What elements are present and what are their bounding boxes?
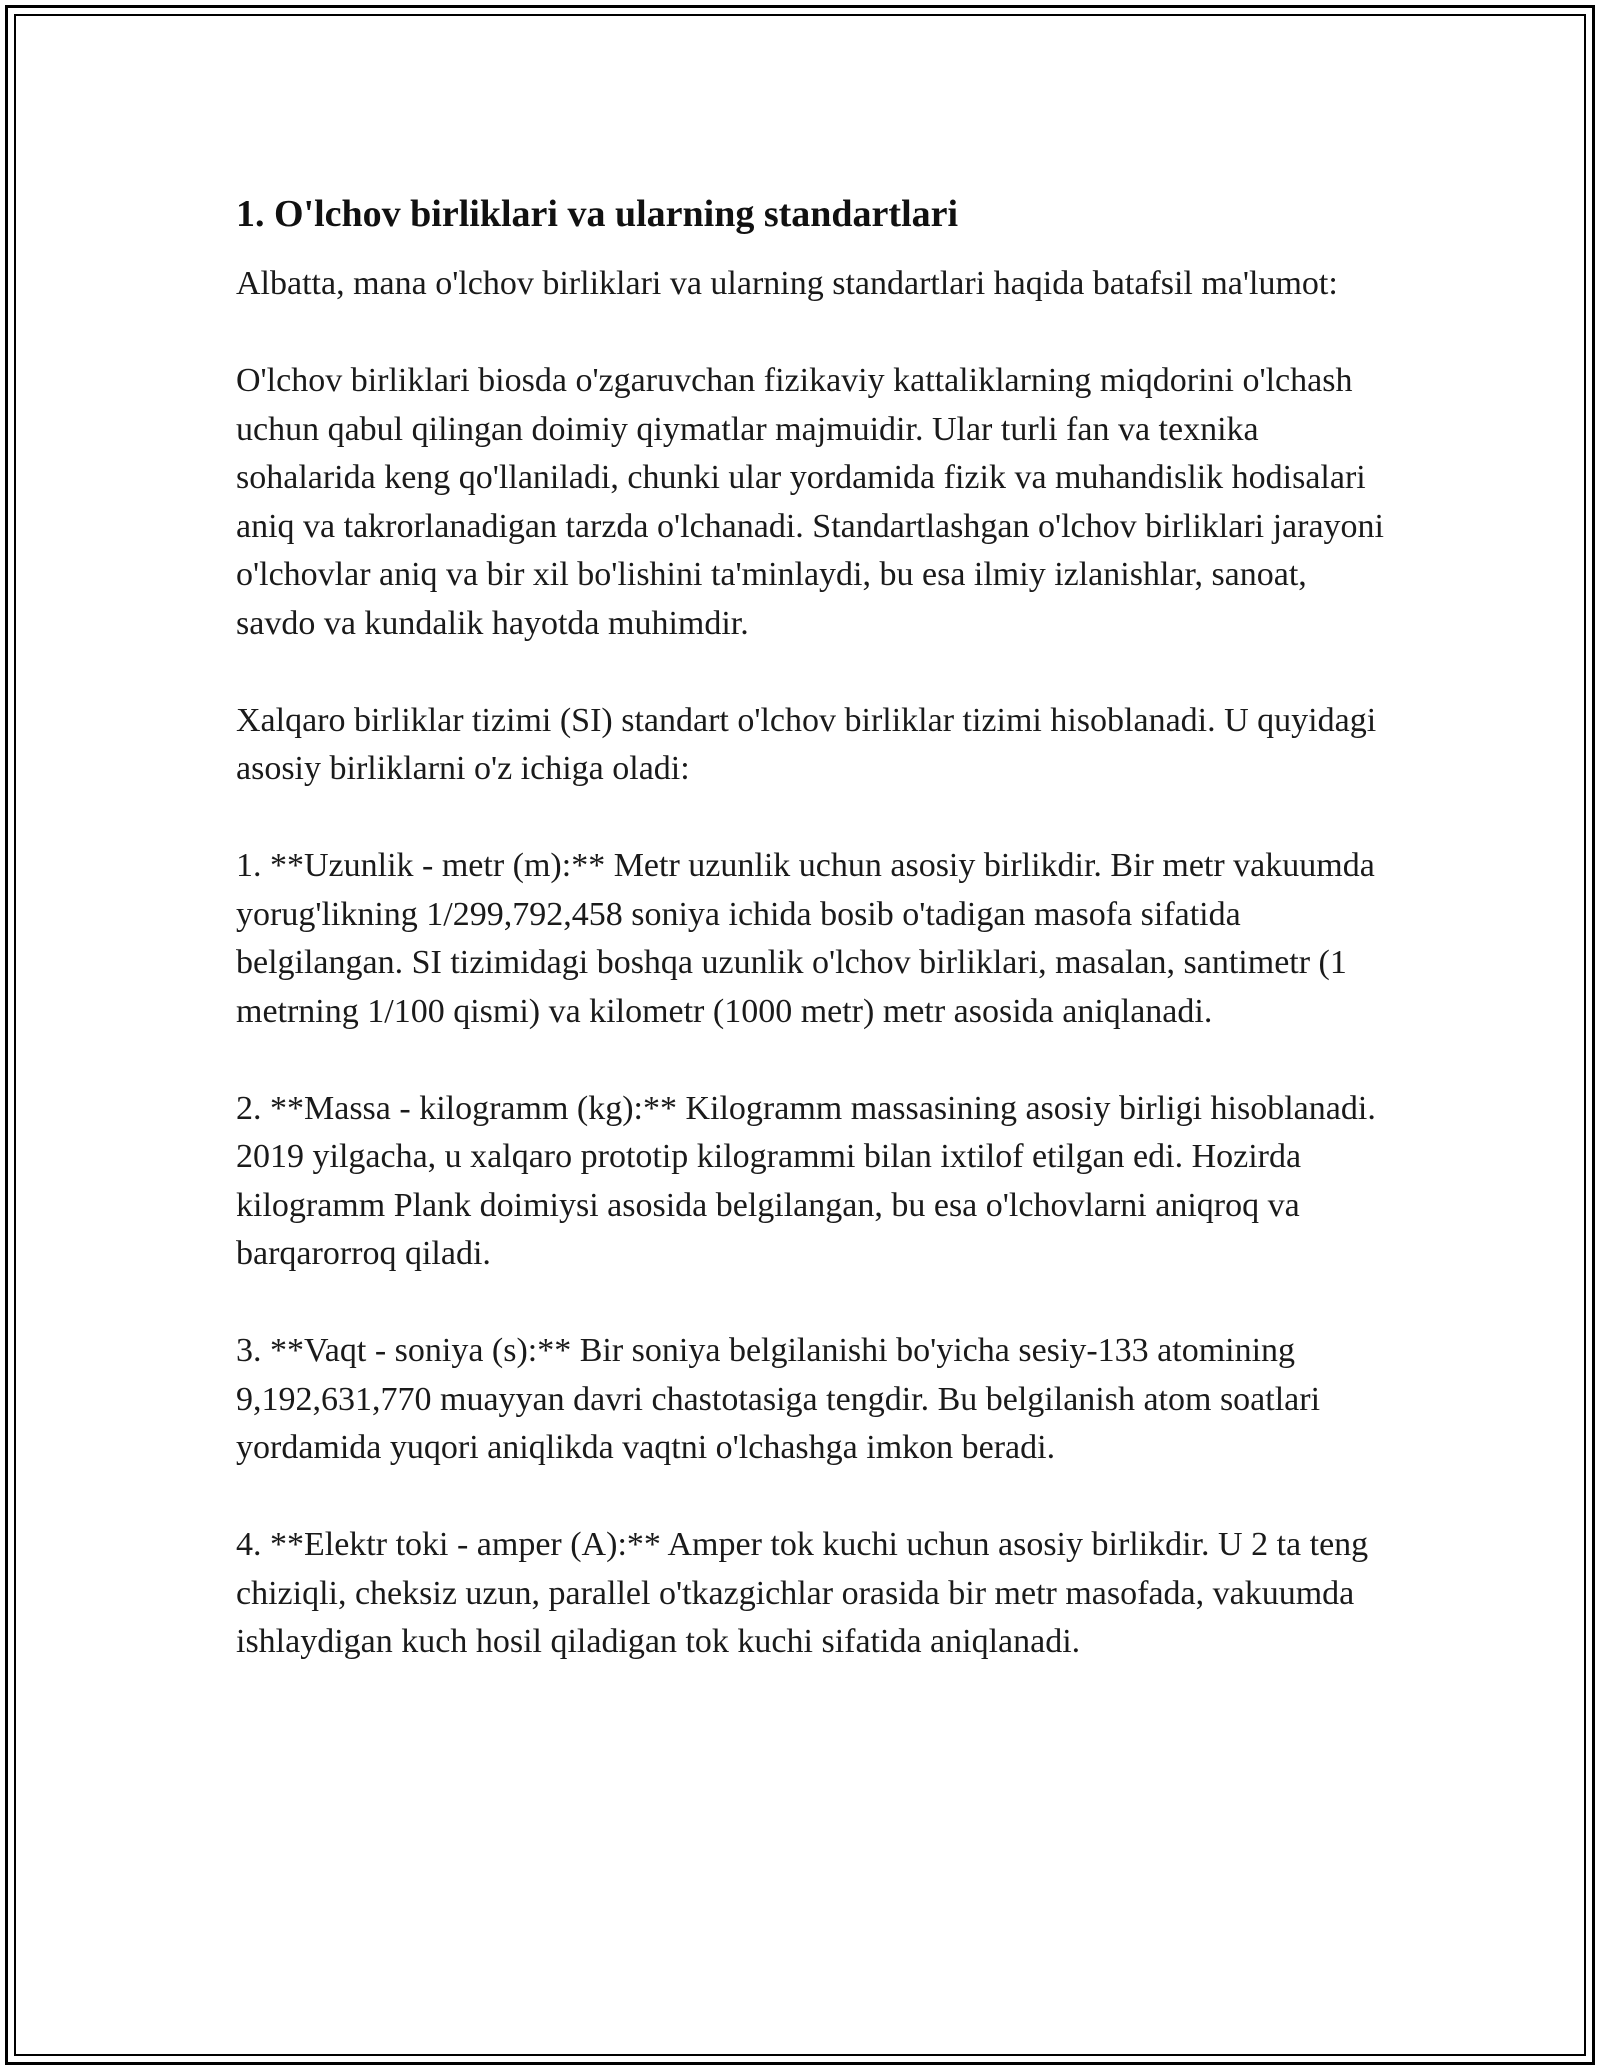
si-system-paragraph: Xalqaro birliklar tizimi (SI) standart o'lchov birliklar tizimi hisoblanadi. U quyidagi asosiy birliklarni o'z ichiga oladi:: [236, 701, 1377, 787]
list-item-mass: 2. **Massa - kilogramm (kg):** Kilogramm massasining asosiy birligi hisoblanadi. 2019 yilgacha, u xalqaro prototip kilogrammi bilan ixtilof etilgan edi. Hozirda kilogramm Plank doimiysi asosida belgilangan, bu esa o'lchovlarni aniqroq va barqarorroq qiladi.: [236, 1089, 1376, 1272]
intro-paragraph: Albatta, mana o'lchov birliklari va ularning standartlari haqida batafsil ma'lumot:: [236, 265, 1338, 302]
section-title: 1. O'lchov birliklari va ularning standartlari: [236, 193, 959, 235]
list-item-time: 3. **Vaqt - soniya (s):** Bir soniya belgilanishi bo'yicha sesiy-133 atomining 9,192,631,770 muayyan davri chastotasiga tengdir. Bu belgilanish atom soatlari yordamida yuqori aniqlikda vaqtni o'lchashga imkon beradi.: [236, 1332, 1321, 1466]
list-item-current: 4. **Elektr toki - amper (A):** Amper tok kuchi uchun asosiy birlikdir. U 2 ta teng chiziqli, cheksiz uzun, parallel o'tkazgichlar orasida bir metr masofada, vakuumda ishlaydigan kuch hosil qiladigan tok kuchi sifatida aniqlanadi.: [236, 1526, 1369, 1660]
definition-paragraph: O'lchov birliklari biosda o'zgaruvchan fizikaviy kattaliklarning miqdorini o'lchash uchun qabul qilingan doimiy qiymatlar majmuidir. Ular turli fan va texnika sohalarida keng qo'llaniladi, chunki ular yordamida fizik va muhandislik hodisalari aniq va takrorlanadigan tarzda o'lchanadi. Standartlashgan o'lchov birliklari jarayoni o'lchovlar aniq va bir xil bo'lishini ta'minlaydi, bu esa ilmiy izlanishlar, sanoat, savdo va kundalik hayotda muhimdir.: [236, 362, 1384, 642]
document-body: [236, 186, 1386, 1667]
list-item-length: 1. **Uzunlik - metr (m):** Metr uzunlik uchun asosiy birlikdir. Bir metr vakuumda yorug'likning 1/299,792,458 soniya ichida bosib o'tadigan masofa sifatida belgilangan. SI tizimidagi boshqa uzunlik o'lchov birliklari, masalan, santimetr (1 metrning 1/100 qismi) va kilometr (1000 metr) metr asosida aniqlanadi.: [236, 847, 1375, 1030]
